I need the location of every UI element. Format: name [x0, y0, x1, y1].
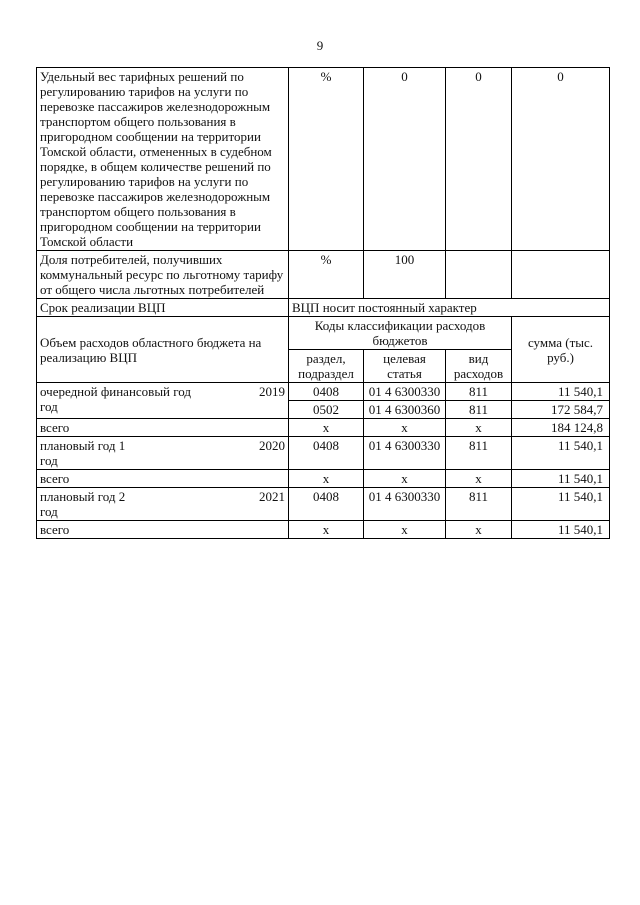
period-name: плановый год 2 [40, 489, 126, 504]
type-header: вид расходов [446, 350, 512, 383]
period-label [37, 437, 289, 470]
article-code: х [364, 419, 446, 437]
period-label [37, 488, 289, 521]
article-code: 01 4 6300330 [364, 488, 446, 521]
type-code: х [446, 419, 512, 437]
budget-row [37, 383, 610, 401]
indicator-name: Доля потребителей, получивших коммунальный ресурс по льготному тарифу от общего числа льготных потребителей [37, 251, 289, 299]
period-year: 2019 [259, 384, 285, 399]
section-code: 0408 [289, 488, 364, 521]
indicator-value: 0 [364, 68, 446, 251]
article-code: 01 4 6300330 [364, 383, 446, 401]
period-label [37, 383, 289, 419]
indicator-row [37, 251, 610, 299]
period-suffix: год [40, 399, 58, 414]
section-code: 0502 [289, 401, 364, 419]
term-value: ВЦП носит постоянный характер [289, 299, 610, 317]
section-code: 0408 [289, 437, 364, 470]
article-code: 01 4 6300330 [364, 437, 446, 470]
period-name: очередной финансовый год [40, 384, 192, 399]
indicator-value: 100 [364, 251, 446, 299]
type-code: х [446, 521, 512, 539]
indicator-value: 0 [512, 68, 610, 251]
page-number: 9 [316, 38, 324, 53]
type-code: 811 [446, 383, 512, 401]
type-code: 811 [446, 488, 512, 521]
section-code: 0408 [289, 383, 364, 401]
indicator-value [446, 251, 512, 299]
budget-row [37, 437, 610, 470]
indicator-unit: % [289, 68, 364, 251]
period-year: 2021 [259, 489, 285, 504]
term-label: Срок реализации ВЦП [37, 299, 289, 317]
article-code: 01 4 6300360 [364, 401, 446, 419]
sum-value: 11 540,1 [512, 521, 610, 539]
article-code: х [364, 470, 446, 488]
total-row [37, 470, 610, 488]
sum-value: 11 540,1 [512, 383, 610, 401]
type-code: х [446, 470, 512, 488]
type-code: 811 [446, 401, 512, 419]
section-code: х [289, 419, 364, 437]
total-row [37, 521, 610, 539]
sum-value: 11 540,1 [512, 488, 610, 521]
budget-label: Объем расходов областного бюджета на реализацию ВЦП [37, 317, 289, 383]
total-label: всего [37, 419, 289, 437]
term-row [37, 299, 610, 317]
type-code: 811 [446, 437, 512, 470]
program-table [36, 67, 610, 539]
sum-value: 11 540,1 [512, 437, 610, 470]
period-year: 2020 [259, 438, 285, 453]
sum-header: сумма (тыс. руб.) [512, 317, 610, 383]
total-label: всего [37, 521, 289, 539]
sum-value: 184 124,8 [512, 419, 610, 437]
period-suffix: год [40, 453, 58, 468]
total-row [37, 419, 610, 437]
codes-header: Коды классификации расходов бюджетов [289, 317, 512, 350]
period-name: плановый год 1 [40, 438, 126, 453]
indicator-value [512, 251, 610, 299]
section-code: х [289, 470, 364, 488]
sum-value: 11 540,1 [512, 470, 610, 488]
indicator-name: Удельный вес тарифных решений по регулированию тарифов на услуги по перевозке пассажиров железнодорожным транспортом общего пользования в пригородном сообщении на территории Томской области, отмененных в судебном порядке, в общем количестве решений по регулированию тарифов на услуги по перевозке пассажиров железнодорожным транспортом общего пользования в пригородном сообщении на территории Томской области [37, 68, 289, 251]
total-label: всего [37, 470, 289, 488]
sum-value: 172 584,7 [512, 401, 610, 419]
section-header: раздел, подраздел [289, 350, 364, 383]
indicator-unit: % [289, 251, 364, 299]
article-code: х [364, 521, 446, 539]
article-header: целевая статья [364, 350, 446, 383]
section-code: х [289, 521, 364, 539]
budget-header-row [37, 317, 610, 350]
indicator-value: 0 [446, 68, 512, 251]
indicator-row [37, 68, 610, 251]
period-suffix: год [40, 504, 58, 519]
budget-row [37, 488, 610, 521]
